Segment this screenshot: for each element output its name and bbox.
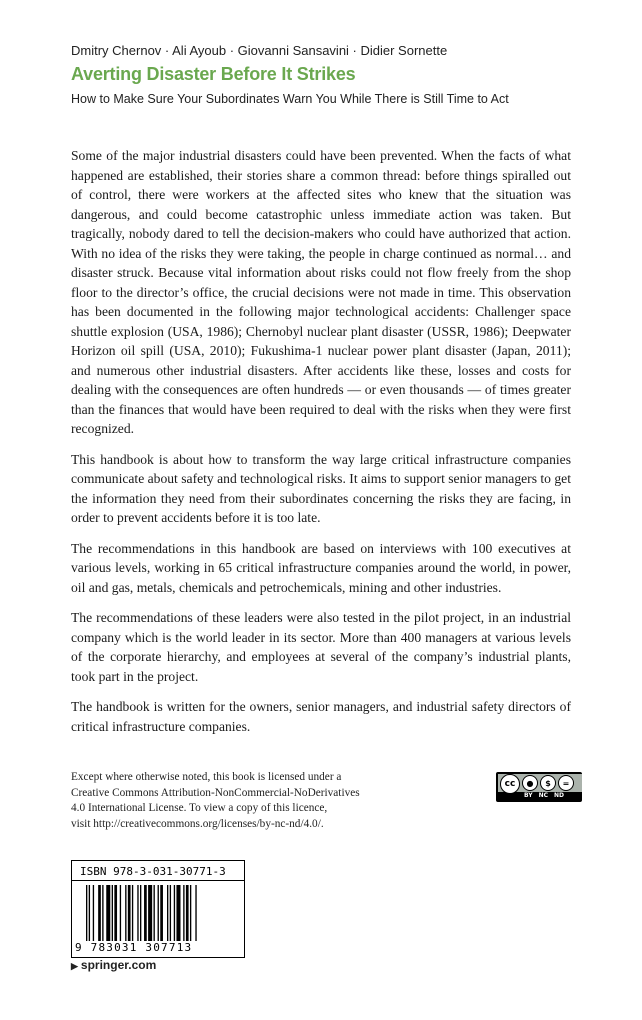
book-title: Averting Disaster Before It Strikes [71, 64, 356, 84]
arrow-right-icon: ▶ [71, 961, 78, 971]
barcode-bar [183, 885, 184, 941]
cc-label-nd: ND [554, 792, 565, 799]
noderivatives-icon: = [558, 775, 574, 791]
barcode-bar [160, 885, 163, 941]
barcode-bar [158, 885, 159, 941]
cc-license-badge [496, 772, 582, 802]
barcode-bar [148, 885, 152, 941]
barcode-bar [137, 885, 138, 941]
barcode-bar [140, 885, 141, 941]
ean-digits: 9 783031 307713 [75, 941, 193, 954]
blurb-paragraph: The handbook is written for the owners, senior managers, and industrial safety directors of critical infrastructure companies. [71, 699, 571, 734]
cc-icon: cc [500, 774, 520, 794]
blurb [71, 146, 571, 747]
barcode-bar [120, 885, 121, 941]
license-notice [71, 770, 416, 832]
attribution-icon: ● [522, 775, 538, 791]
barcode-icon [86, 885, 236, 941]
barcode-bar [89, 885, 90, 941]
barcode-bar [167, 885, 168, 941]
noncommercial-icon: $ [540, 775, 556, 791]
barcode-bar [98, 885, 101, 941]
barcode-bar [174, 885, 175, 941]
license-line: Except where otherwise noted, this book is licensed under a [71, 771, 342, 783]
license-line: Creative Commons Attribution-NonCommercial-NoDerivatives [71, 786, 360, 799]
barcode-bar [93, 885, 94, 941]
blurb-paragraph: The recommendations of these leaders were also tested in the pilot project, in an industrial company which is the world leader in its sector. More than 400 managers at various levels of the corporate hierarchy, and employees at several of the company’s industrial plants, took part in the project. [71, 610, 571, 684]
blurb-paragraph: The recommendations in this handbook are based on interviews with 100 executives at various levels, working in 65 critical infrastructure companies around the world, in power, oil and gas, metals, chemicals and petrochemicals, mining and other industries. [71, 540, 571, 595]
isbn-barcode [71, 860, 245, 958]
barcode-bar [144, 885, 147, 941]
cc-label-by: BY [524, 792, 533, 799]
barcode-bar [190, 885, 191, 941]
blurb-paragraph: This handbook is about how to transform the way large critical infrastructure companies communicate about safety and technological risks. It aims to support senior managers to get the information they need from their subordinates concerning the risks they are facing, in order to prevent accidents before it is too late. [71, 451, 571, 525]
barcode-bar [114, 885, 117, 941]
barcode-bar [195, 885, 196, 941]
barcode-bar [112, 885, 113, 941]
book-subtitle: How to Make Sure Your Subordinates Warn You While There is Still Time to Act [71, 92, 509, 106]
barcode-bar [176, 885, 180, 941]
license-line: visit http://creativecommons.org/licenses/by-nc-nd/4.0/. [71, 817, 324, 830]
barcode-bar [102, 885, 103, 941]
blurb-paragraph: Some of the major industrial disasters could have been prevented. When the facts of what happened are established, their stories share a common thread: before things spiralled out of control, there were workers at the affected sites who knew that the situation was dangerous, and could become catastrophic unless immediate action was taken. But tragically, nobody dared to tell the decision-makers who could have authorized that action. With no idea of the risks they were taking, the people in charge continued as normal… and disaster struck. Because vital information about risks could not flow freely from the shop floor to the director’s office, the crucial decisions were not made in time. This observation has been documented in the following major technological accidents: Challenger space shuttle explosion (USA, 1986); Chernobyl nuclear plant disaster (USSR, 1986); Deepwater Horizon oil spill (USA, 2010); Fukushima-1 nuclear power plant disaster (Japan, 2011); and numerous other industrial disasters. After accidents like these, losses and costs for dealing with the consequences are often hundreds — or even thousands — of times greater than the finances that would have been required to deal with the risks when they were first recognized. [71, 148, 571, 436]
license-line: 4.0 International License. To view a copy of this licence, [71, 802, 328, 814]
barcode-bar [132, 885, 133, 941]
authors: Dmitry Chernov · Ali Ayoub · Giovanni Sansavini · Didier Sornette [71, 43, 448, 58]
cc-label-nc: NC [538, 792, 549, 799]
publisher-link[interactable] [71, 958, 156, 972]
barcode-bar [86, 885, 87, 941]
publisher-url: springer.com [80, 958, 157, 972]
barcode-bar [128, 885, 131, 941]
barcode-bar [170, 885, 171, 941]
isbn-number: ISBN 978-3-031-30771-3 [80, 865, 226, 878]
barcode-bar [186, 885, 189, 941]
barcode-bar [125, 885, 126, 941]
isbn-divider [72, 880, 244, 881]
barcode-bar [154, 885, 155, 941]
barcode-bar [106, 885, 110, 941]
